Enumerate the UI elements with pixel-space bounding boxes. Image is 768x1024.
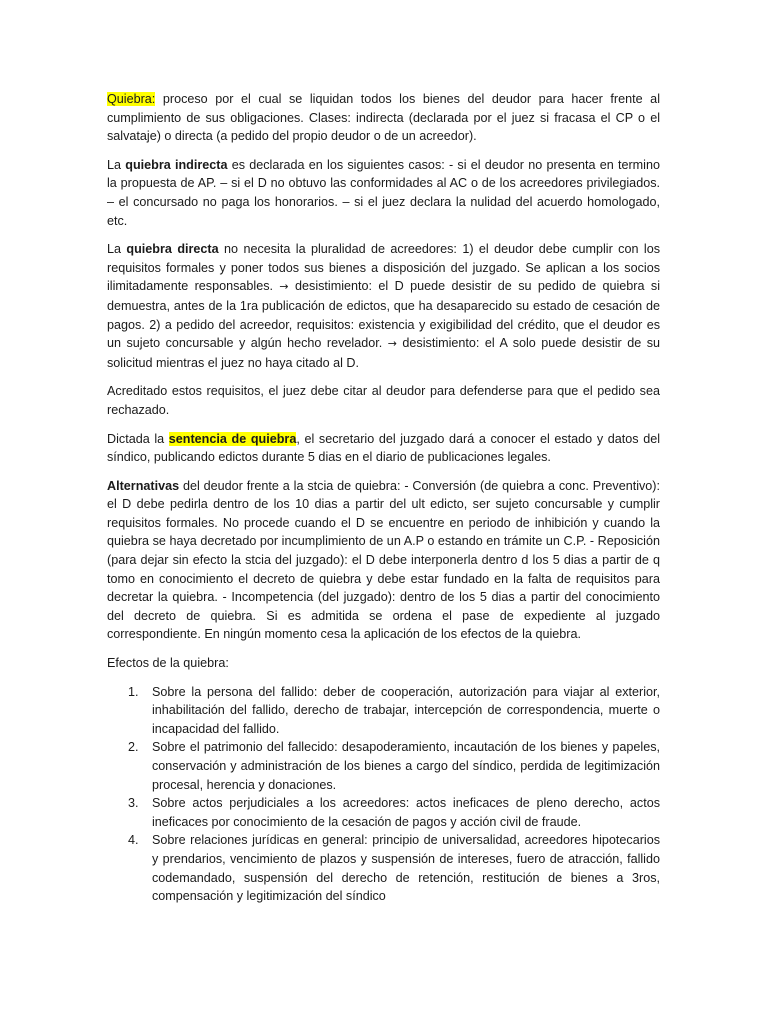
list-item-number: 3. <box>128 796 139 811</box>
bold-term: quiebra directa <box>126 242 219 257</box>
list-item <box>107 683 660 739</box>
highlighted-bold-term: sentencia de quiebra <box>168 431 297 446</box>
paragraph-text: del deudor frente a la stcia de quiebra: - Conversión (de quiebra a conc. Preventivo): el D debe pedirla dentro de los 10 dias a partir del ult edicto, ser sujeto concursable y cumplir requisitos formales. No procede cuando el D se encuentre en periodo de inhibición y cuando la quiebra se haya decretado por incumplimiento de un A.P o estando en trámite un C.P. - Reposición (para dejar sin efecto la stcia del juzgado): el D debe interponerla dentro d los 5 dias a partir de q tomo en conocimiento el decreto de quiebra y debe estar fundado en la falta de requisitos para decretar la quiebra. - Incompetencia (del juzgado): dentro de los 5 dias a partir del conocimiento del decreto de quiebra. Si es admitida se ordena el pase de expediente al juzgado correspondiente. En ningún momento cesa la aplicación de los efectos de la quiebra. <box>107 478 660 642</box>
list-item-number: 2. <box>128 740 139 755</box>
arrow-right-icon: → <box>387 337 397 351</box>
highlighted-term: Quiebra: <box>107 92 156 106</box>
arrow-right-icon: → <box>279 280 289 294</box>
paragraph-text: proceso por el cual se liquidan todos los bienes del deudor para hacer frente al cumplimiento de sus obligaciones. Clases: indirecta (declarada por el juez si fracasa el CP o el salvataje) o directa (a pedido del propio deudor o de un acreedor). <box>107 92 660 144</box>
list-item-number: 1. <box>128 684 139 699</box>
list-item-number-wrap <box>107 738 152 794</box>
list-item-number-wrap <box>107 831 152 905</box>
paragraph-text: no necesita la pluralidad de acreedores: 1) el deudor debe cumplir con los requisitos formales y poner todos sus bienes a disposición del juzgado. Se aplican a los socios ilimitadamente responsables. <box>107 242 660 294</box>
paragraph-text: es declarada en los siguientes casos: - si el deudor no presenta en termino la propuesta de AP. – si el D no obtuvo las conformidades al AC o de los acreedores privilegiados. – el concursado no paga los honorarios. – si el juez declara la nulidad del acuerdo homologado, etc. <box>107 157 660 228</box>
paragraph-sentencia <box>107 430 660 467</box>
paragraph-alternativas <box>107 477 660 644</box>
list-item-number: 4. <box>128 833 139 848</box>
paragraph-text: desistimiento: el A solo puede desistir de su solicitud mientras el juez no haya citado al D. <box>107 336 660 370</box>
paragraph-quiebra-definition <box>107 90 660 146</box>
paragraph-text-prefix: La <box>107 242 127 257</box>
list-item-number-wrap <box>107 683 152 739</box>
list-item <box>107 738 660 794</box>
list-item <box>107 831 660 905</box>
paragraph-quiebra-indirecta <box>107 156 660 230</box>
list-item-text: Sobre el patrimonio del fallecido: desapoderamiento, incautación de los bienes y papeles, conservación y administración de los bienes a cargo del síndico, perdida de legitimización procesal, herencia y donaciones. <box>152 740 660 792</box>
document-page <box>107 90 660 906</box>
paragraph-text-prefix: La <box>107 157 126 172</box>
list-item-number-wrap <box>107 794 152 831</box>
list-item-text: Sobre la persona del fallido: deber de cooperación, autorización para viajar al exterior, inhabilitación del fallido, derecho de trabajar, intercepción de correspondencia, muerte o incapacidad del fallido. <box>152 684 660 736</box>
effects-list <box>107 683 660 906</box>
section-heading-efectos: Efectos de la quiebra: <box>107 656 229 671</box>
list-item <box>107 794 660 831</box>
paragraph-text: , el secretario del juzgado dará a conocer el estado y datos del síndico, publicando edictos durante 5 dias en el diario de publicaciones legales. <box>107 431 661 465</box>
paragraph-acreditado: Acreditado estos requisitos, el juez debe citar al deudor para defenderse para que el pedido sea rechazado. <box>107 384 660 417</box>
list-item-text: Sobre relaciones jurídicas en general: principio de universalidad, acreedores hipotecarios y prendarios, vencimiento de plazos y suspensión de intereses, fuero de atracción, fallido codemandado, suspensión del derecho de retención, restitución de bienes a 3ros, compensación y legitimización del síndico <box>152 833 660 904</box>
bold-term: Alternativas <box>107 478 180 493</box>
paragraph-quiebra-directa <box>107 240 660 372</box>
paragraph-text-prefix: Dictada la <box>107 431 169 446</box>
bold-term: quiebra indirecta <box>125 157 228 172</box>
list-item-text: Sobre actos perjudiciales a los acreedores: actos ineficaces de pleno derecho, actos ineficaces por conocimiento de la cesación de pagos y acción civil de fraude. <box>152 796 660 829</box>
paragraph-text: desistimiento: el D puede desistir de su pedido de quiebra si demuestra, antes de la 1ra publicación de edictos, que ha desaparecido su estado de cesación de pagos. 2) a pedido del acreedor, requisitos: existencia y exigibilidad del crédito, que el deudor es un sujeto concursable y algún hecho revelador. <box>107 279 660 351</box>
